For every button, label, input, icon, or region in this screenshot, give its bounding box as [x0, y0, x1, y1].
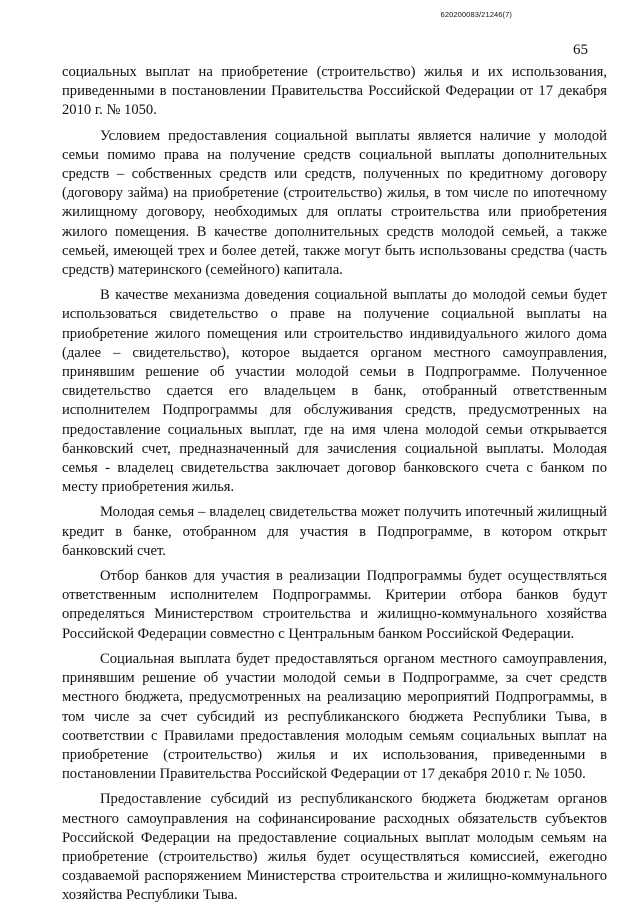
document-body: [62, 63, 607, 912]
paragraph: Предоставление субсидий из республиканского бюджета бюджетам органов местного самоуправления на софинансирование расходных обязательств субъектов Российской Федерации на предоставление социальных выплат молодым семьям на приобретение (строительство) жилья будет осуществляться комиссией, ежегодно создаваемой распоряжением Министерства строительства и жилищно-коммунального хозяйства Республики Тыва.: [62, 791, 607, 904]
paragraph: Отбор банков для участия в реализации Подпрограммы будет осуществляться ответственным исполнителем Подпрограммы. Критерии отбора банков будут определяться Министерством строительства и жилищно-коммунального хозяйства Российской Федерации совместно с Центральным банком Российской Федерации.: [62, 568, 607, 642]
paragraph: Социальная выплата будет предоставляться органом местного самоуправления, принявшим решение об участии молодой семьи в Подпрограмме, за счет средств местного бюджета, предусмотренных на реализацию мероприятий Подпрограммы, в том числе за счет субсидий из республиканского бюджета Республики Тыва, в соответствии с Правилами предоставления молодым семьям социальных выплат на приобретение (строительство) жилья и их использования, приведенными в постановлении Правительства Российской Федерации от 17 декабря 2010 г. № 1050.: [62, 650, 607, 783]
paragraph: В качестве механизма доведения социальной выплаты до молодой семьи будет использоваться свидетельство о праве на получение социальной выплаты на приобретение жилого помещения или строительство индивидуального жилого дома (далее – свидетельство), которое выдается органом местного самоуправления, принявшим решение об участии молодой семьи в Подпрограмме. Полученное свидетельство сдается его владельцем в банк, отобранный ответственным исполнителем Подпрограммы для обслуживания средств, предусмотренных на предоставление социальных выплат, где на имя члена молодой семьи открывается банковский счет, предназначенный для зачисления социальной выплаты. Молодая семья - владелец свидетельства заключает договор банковского счета с банком по месту приобретения жилья.: [62, 287, 607, 496]
page-number: 65: [573, 42, 588, 58]
paragraph: Условием предоставления социальной выплаты является наличие у молодой семьи помимо права на получение средств социальной выплаты дополнительных средств – собственных средств или средств, полученных по кредитному договору (договору займа) на приобретение (строительство) жилья, в том числе по ипотечному жилищному договору, необходимых для оплаты строительства или приобретения жилого помещения. В качестве дополнительных средств молодой семьей, а также семьей, имеющей трех и более детей, также могут быть использованы средства (часть средств) материнского (семейного) капитала.: [62, 127, 607, 279]
document-code: 620200083/21246(7): [440, 10, 512, 19]
paragraph: Молодая семья – владелец свидетельства может получить ипотечный жилищный кредит в банке, отобранном для участия в Подпрограмме, в котором открыт банковский счет.: [62, 504, 607, 559]
paragraph-continuation: социальных выплат на приобретение (строительство) жилья и их использования, приведенными в постановлении Правительства Российской Федерации от 17 декабря 2010 г. № 1050.: [62, 64, 607, 119]
